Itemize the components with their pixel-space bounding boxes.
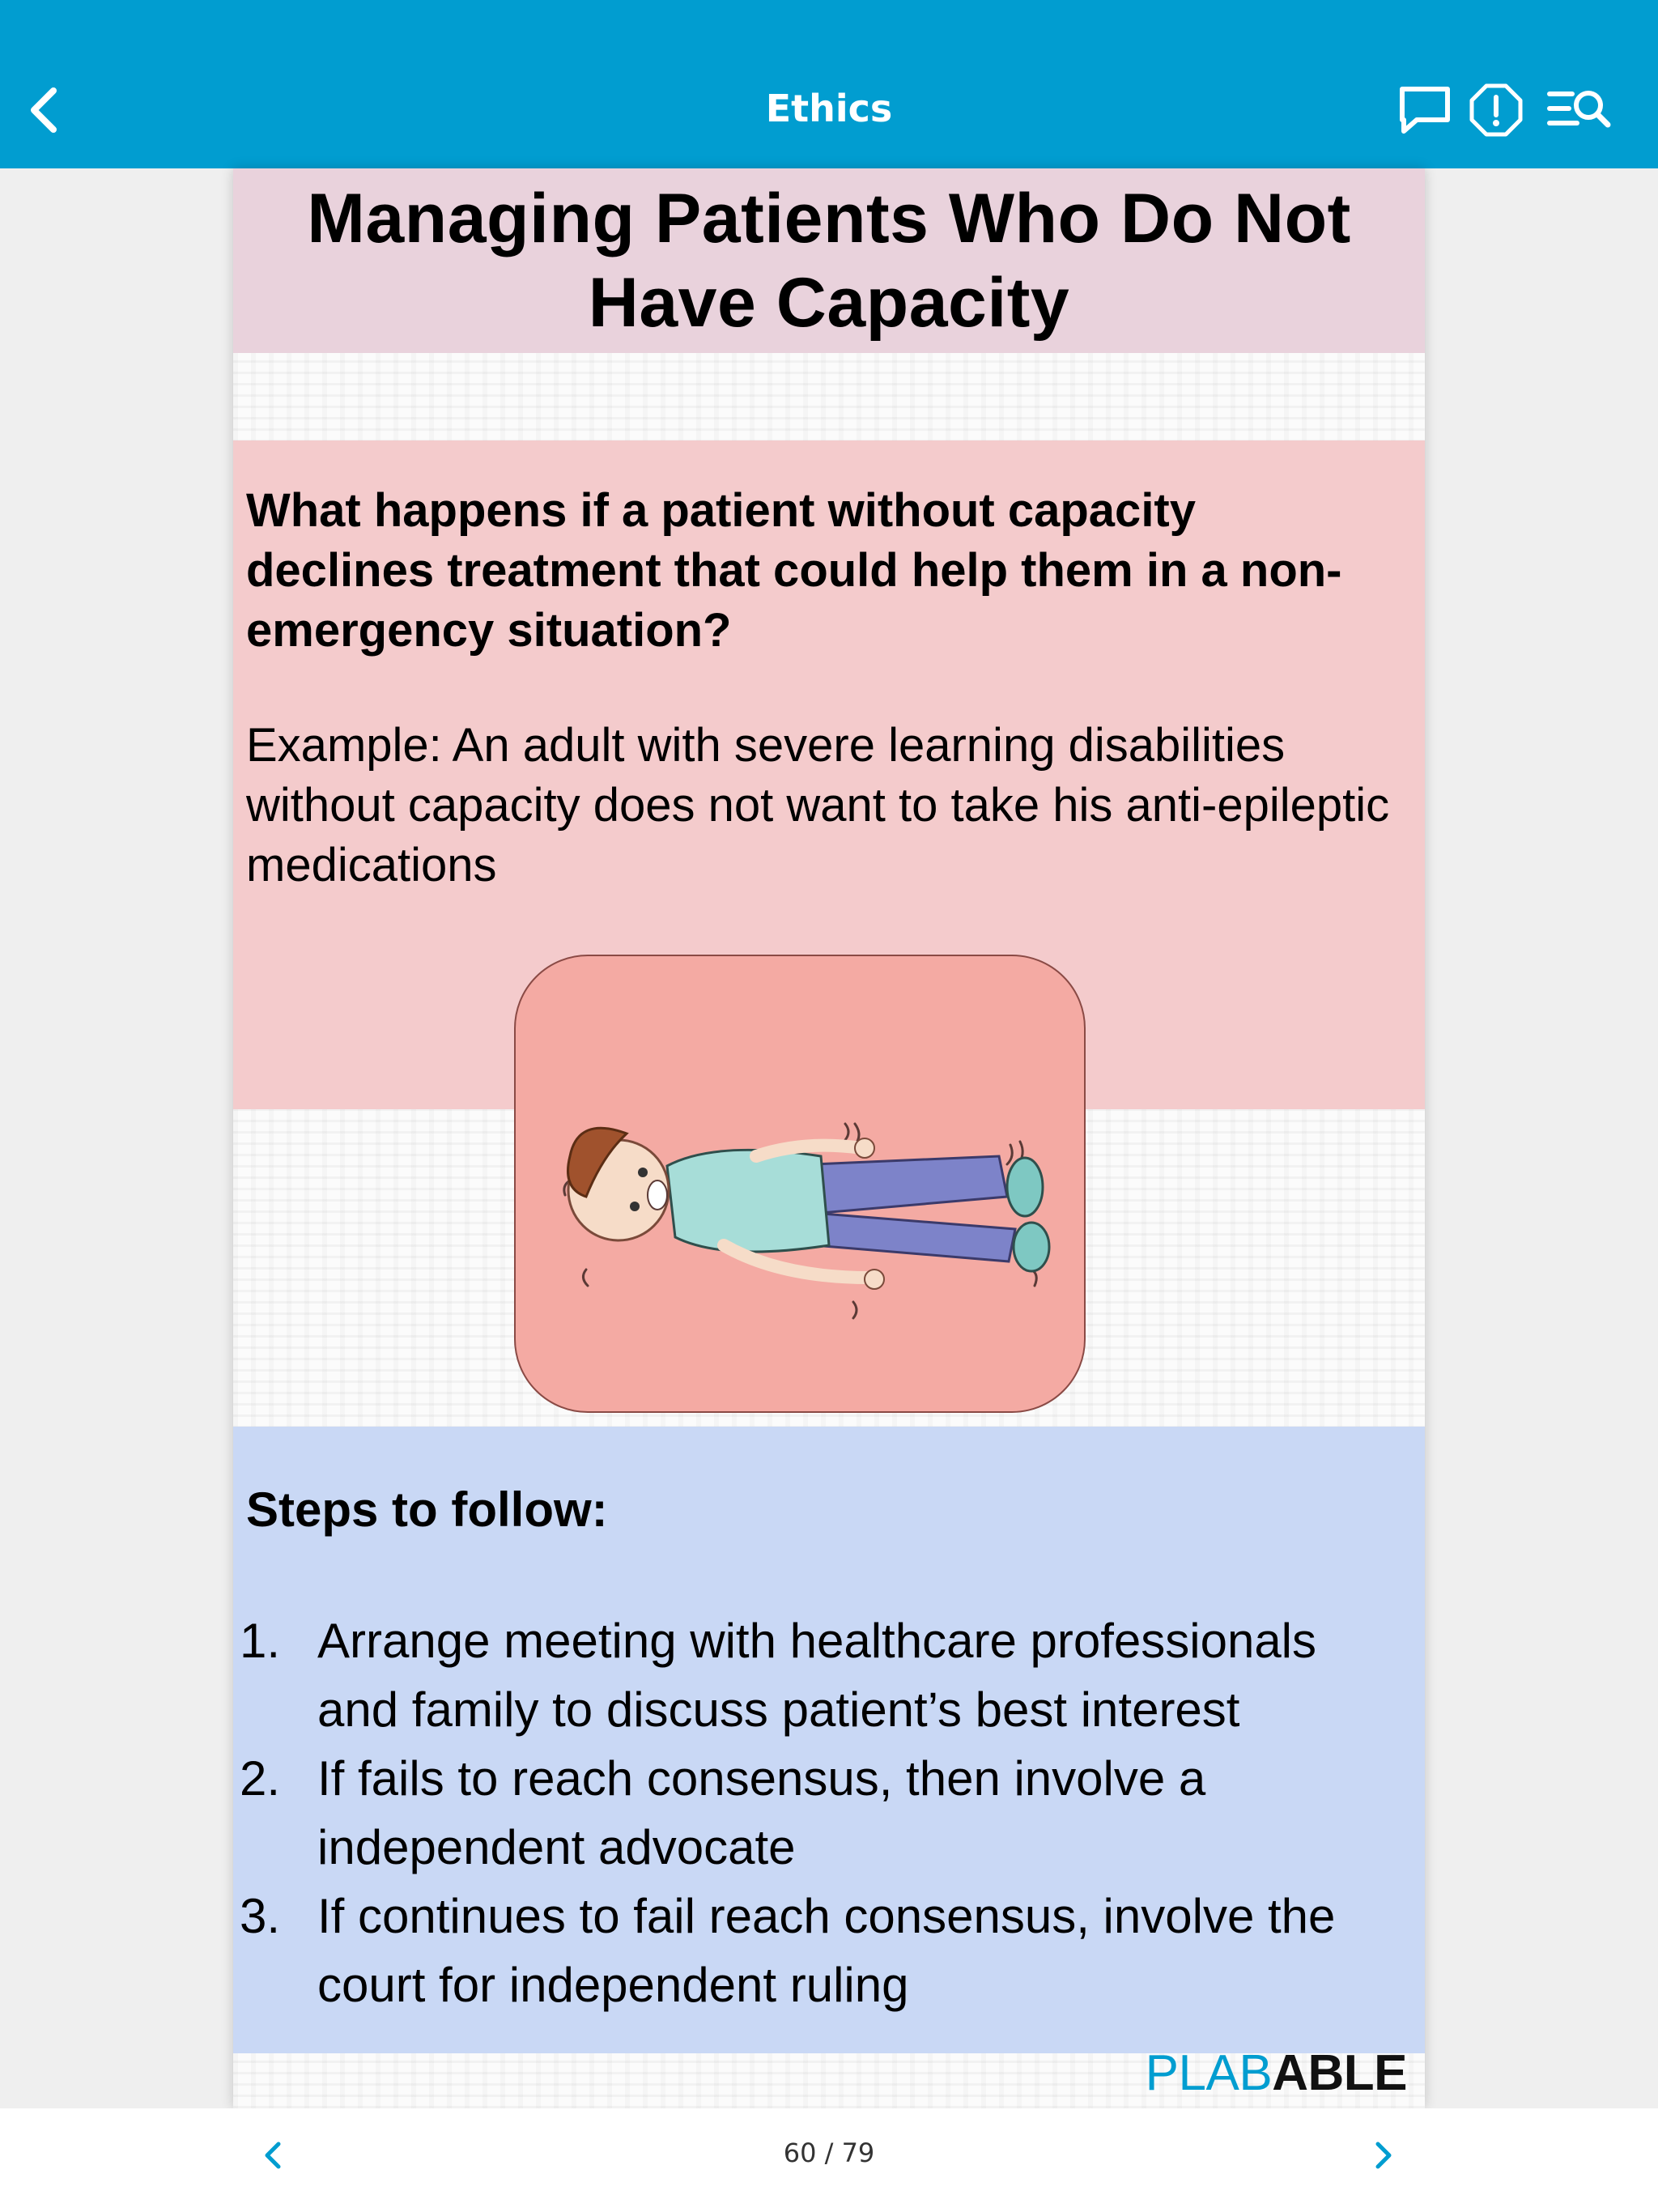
seizure-patient-illustration xyxy=(513,954,1086,1414)
list-search-icon xyxy=(1545,81,1613,139)
slide-title: Managing Patients Who Do Not Have Capacity xyxy=(307,180,1351,342)
bottom-bar xyxy=(0,2108,1658,2212)
brand-part-plab: PLAB xyxy=(1145,2045,1273,2101)
steps-panel xyxy=(233,1427,1425,2053)
steps-list xyxy=(233,1606,1407,2019)
chevron-right-icon xyxy=(1358,2131,1407,2180)
page-title: Ethics xyxy=(765,87,893,130)
step-text: If continues to fail reach consensus, involve the court for independent ruling xyxy=(317,1889,1336,2012)
question-text: What happens if a patient without capacity declines treatment that could help them in a non-emergency situation? xyxy=(246,484,1342,657)
example-text: Example: An adult with severe learning disabilities without capacity does not want to take his anti-epileptic medications xyxy=(246,719,1390,891)
step-item xyxy=(233,1606,1407,1744)
comment-icon xyxy=(1396,81,1454,139)
steps-heading: Steps to follow: xyxy=(246,1482,608,1537)
slide-page xyxy=(233,168,1425,2108)
comment-button[interactable] xyxy=(1396,81,1454,139)
step-number: 2. xyxy=(240,1751,281,1806)
step-item xyxy=(233,1882,1407,2019)
brand-part-able: ABLE xyxy=(1272,2045,1407,2101)
next-page-button[interactable] xyxy=(1358,2131,1407,2180)
step-number: 3. xyxy=(240,1889,281,1943)
plabable-logo xyxy=(1146,2045,1407,2102)
contents-search-button[interactable] xyxy=(1545,81,1613,139)
step-text: Arrange meeting with healthcare professionals and family to discuss patient’s best interest xyxy=(317,1614,1317,1737)
page-indicator: 60 / 79 xyxy=(783,2138,875,2168)
top-bar xyxy=(0,0,1658,168)
step-number: 1. xyxy=(240,1614,281,1668)
step-text: If fails to reach consensus, then involve a independent advocate xyxy=(317,1751,1206,1874)
report-icon xyxy=(1467,81,1525,139)
title-banner xyxy=(233,168,1425,353)
step-item xyxy=(233,1744,1407,1882)
report-button[interactable] xyxy=(1467,81,1525,139)
